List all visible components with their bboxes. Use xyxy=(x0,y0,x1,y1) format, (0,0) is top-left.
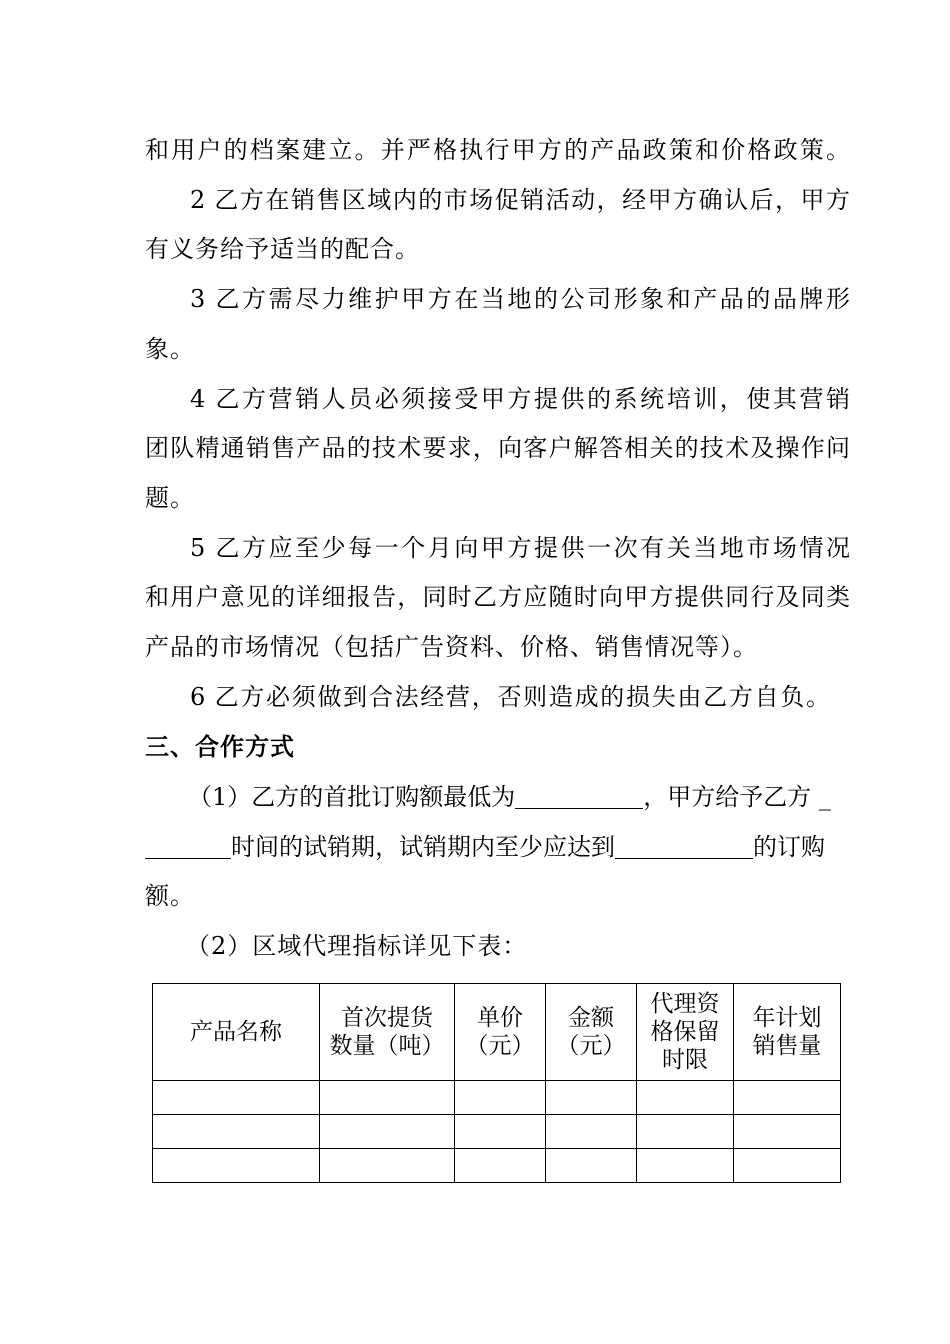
order-terms-text: 的订购 xyxy=(753,833,825,861)
regional-agency-quota-table xyxy=(152,983,841,1183)
paragraph-line: 3 乙方需尽力维护甲方在当地的公司形象和产品的品牌形 xyxy=(190,285,850,313)
paragraph-line: 团队精通销售产品的技术要求，向客户解答相关的技术及操作问 xyxy=(145,434,850,462)
paragraph-line: 产品的市场情况（包括广告资料、价格、销售情况等）。 xyxy=(145,633,758,661)
table-cell xyxy=(153,1149,320,1183)
table-cell xyxy=(455,1115,546,1149)
first-order-blank xyxy=(515,784,643,809)
paragraph-line: 额。 xyxy=(145,882,195,910)
table-header-row xyxy=(153,984,841,1081)
paragraph-line: 2 乙方在销售区域内的市场促销活动，经甲方确认后，甲方 xyxy=(190,186,850,214)
table-cell xyxy=(546,1115,637,1149)
trial-period-blank xyxy=(145,834,231,859)
order-terms-text: ，甲方给予乙方 _ xyxy=(643,783,831,811)
table-row xyxy=(153,1149,841,1183)
paragraph-line: 5 乙方应至少每一个月向甲方提供一次有关当地市场情况 xyxy=(190,534,850,562)
order-terms-line xyxy=(145,832,850,862)
section-heading: 三、合作方式 xyxy=(145,733,295,761)
table-cell xyxy=(637,1115,734,1149)
header-amount: 金额 （元） xyxy=(546,984,637,1081)
paragraph-line: 题。 xyxy=(145,484,195,512)
trial-target-blank xyxy=(615,834,753,859)
order-terms-text: （1）乙方的首批订购额最低为 xyxy=(188,783,516,811)
header-agency-retention-period: 代理资 格保留 时限 xyxy=(637,984,734,1081)
header-unit-price: 单价 （元） xyxy=(455,984,546,1081)
paragraph-line: 6 乙方必须做到合法经营，否则造成的损失由乙方自负。 xyxy=(190,683,830,711)
order-terms-text: 时间的试销期，试销期内至少应达到 xyxy=(231,833,615,861)
paragraph-line: 有义务给予适当的配合。 xyxy=(145,235,420,263)
table-cell xyxy=(153,1115,320,1149)
paragraph-line: 和用户的档案建立。并严格执行甲方的产品政策和价格政策。 xyxy=(145,136,850,164)
table-cell xyxy=(546,1081,637,1115)
order-terms-line xyxy=(188,782,850,812)
header-product-name: 产品名称 xyxy=(153,984,320,1081)
table-cell xyxy=(734,1149,841,1183)
table-cell xyxy=(734,1115,841,1149)
table-cell xyxy=(734,1081,841,1115)
header-annual-sales-plan: 年计划 销售量 xyxy=(734,984,841,1081)
table-cell xyxy=(637,1149,734,1183)
table-caption: （2）区域代理指标详见下表： xyxy=(186,932,528,960)
table-cell xyxy=(320,1115,455,1149)
paragraph-line: 和用户意见的详细报告，同时乙方应随时向甲方提供同行及同类 xyxy=(145,583,850,611)
table-cell xyxy=(637,1081,734,1115)
table-cell xyxy=(320,1149,455,1183)
paragraph-line: 4 乙方营销人员必须接受甲方提供的系统培训，使其营销 xyxy=(190,385,850,413)
table-cell xyxy=(455,1149,546,1183)
paragraph-line: 象。 xyxy=(145,335,195,363)
table-cell xyxy=(153,1081,320,1115)
table-row xyxy=(153,1115,841,1149)
table-cell xyxy=(546,1149,637,1183)
table-cell xyxy=(320,1081,455,1115)
table-row xyxy=(153,1081,841,1115)
header-first-delivery-qty: 首次提货 数量（吨） xyxy=(320,984,455,1081)
table-cell xyxy=(455,1081,546,1115)
